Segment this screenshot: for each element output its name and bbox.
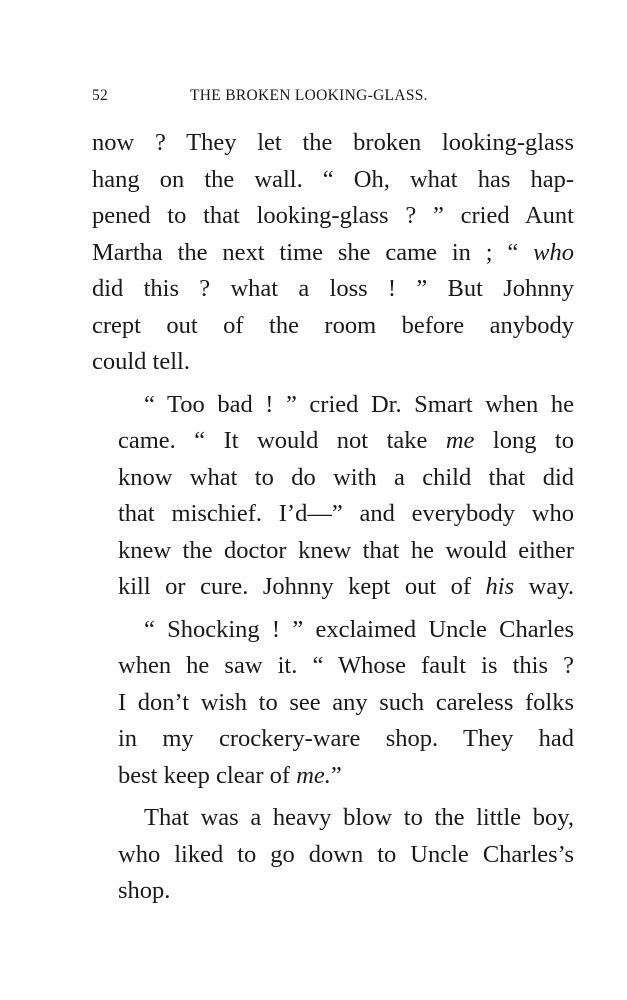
text-line: who liked to go down to Uncle Charles’s (118, 840, 574, 868)
page-header (92, 87, 574, 109)
text-line: in my crockery-ware shop. They had (118, 725, 574, 752)
text-line: that mischief. I’d—” and everybody who (118, 500, 574, 527)
body-text (92, 125, 574, 916)
text-line: shop. (118, 877, 171, 904)
text-line: now ? They let the broken looking-glass (92, 129, 574, 156)
text-line: “ Shocking ! ” exclaimed Uncle Charles (144, 615, 574, 643)
text-line: I don’t wish to see any such careless folks (118, 688, 574, 716)
text-line: best keep clear of me.” (118, 761, 342, 789)
text-line: crept out of the room before anybody (92, 311, 574, 339)
text-line: “ Too bad ! ” cried Dr. Smart when he (144, 390, 574, 418)
text-line: know what to do with a child that did (118, 463, 574, 491)
text-line: knew the doctor knew that he would either (118, 536, 574, 564)
text-line: hang on the wall. “ Oh, what has hap- (92, 165, 574, 193)
text-line: could tell. (92, 348, 190, 375)
paragraph-3 (92, 612, 574, 795)
text-line: Martha the next time she came in ; “ who (92, 238, 574, 266)
page-number: 52 (92, 87, 109, 104)
paragraph-2 (92, 387, 574, 606)
text-line: pened to that looking-glass ? ” cried Aunt (92, 202, 574, 229)
text-line: kill or cure. Johnny kept out of his way. (118, 573, 574, 600)
text-line: did this ? what a loss ! ” But Johnny (92, 275, 574, 302)
paragraph-4 (92, 800, 574, 910)
text-line: came. “ It would not take me long to (118, 427, 574, 454)
running-title: THE BROKEN LOOKING-GLASS. (190, 87, 428, 104)
text-line: That was a heavy blow to the little boy, (144, 804, 574, 831)
paragraph-1 (92, 125, 574, 381)
text-line: when he saw it. “ Whose fault is this ? (118, 652, 574, 679)
